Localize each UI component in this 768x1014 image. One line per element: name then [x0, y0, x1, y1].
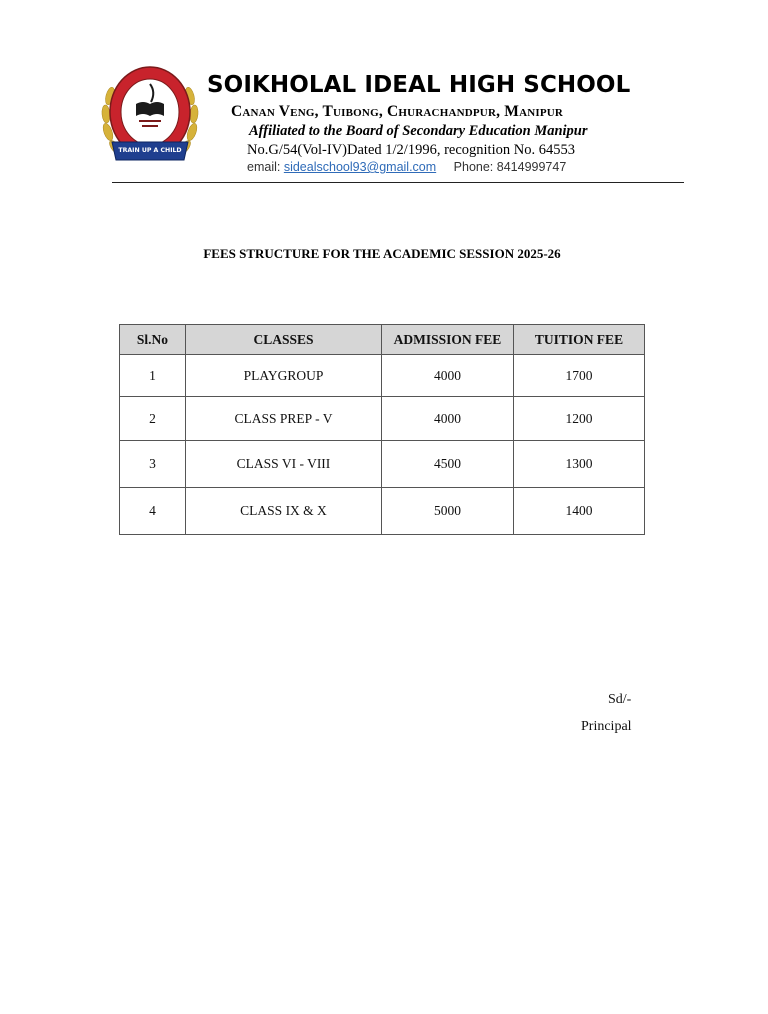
header-tuition-fee: TUITION FEE: [514, 325, 645, 355]
cell-tuition-fee: 1700: [514, 355, 645, 397]
header-divider: [112, 182, 684, 183]
cell-tuition-fee: 1300: [514, 441, 645, 488]
cell-tuition-fee: 1200: [514, 397, 645, 441]
signature-designation: Principal: [581, 719, 632, 734]
table-row: [120, 488, 645, 535]
table-header-row: [120, 325, 645, 355]
phone-label: Phone:: [453, 160, 494, 174]
registration-line: No.G/54(Vol-IV)Dated 1/2/1996, recognition No. 64553: [247, 142, 575, 158]
cell-sl-no: 1: [120, 355, 186, 397]
table-row: [120, 355, 645, 397]
affiliation-line: Affiliated to the Board of Secondary Education Manipur: [249, 123, 588, 139]
cell-admission-fee: 4000: [382, 397, 514, 441]
header-sl-no: Sl.No: [120, 325, 186, 355]
cell-sl-no: 2: [120, 397, 186, 441]
school-name: SOIKHOLAL IDEAL HIGH SCHOOL: [207, 72, 631, 98]
cell-class: CLASS PREP - V: [186, 397, 382, 441]
phone-number: 8414999747: [496, 160, 567, 174]
school-address: Canan Veng, Tuibong, Churachandpur, Manipur: [231, 103, 564, 120]
cell-admission-fee: 4500: [382, 441, 514, 488]
email-link[interactable]: sidealschool93@gmail.com: [283, 160, 437, 174]
header-admission-fee: ADMISSION FEE: [382, 325, 514, 355]
header-classes: CLASSES: [186, 325, 382, 355]
cell-class: CLASS VI - VIII: [186, 441, 382, 488]
email-label: email:: [247, 160, 281, 174]
cell-admission-fee: 4000: [382, 355, 514, 397]
cell-tuition-fee: 1400: [514, 488, 645, 535]
cell-sl-no: 3: [120, 441, 186, 488]
signature-sd: Sd/-: [608, 692, 632, 707]
table-row: [120, 397, 645, 441]
cell-class: PLAYGROUP: [186, 355, 382, 397]
school-crest-icon: [98, 62, 202, 172]
contact-line: [247, 160, 566, 174]
table-row: [120, 441, 645, 488]
logo-motto-text: TRAIN UP A CHILD: [118, 147, 182, 154]
fees-table: [119, 324, 645, 535]
cell-class: CLASS IX & X: [186, 488, 382, 535]
cell-admission-fee: 5000: [382, 488, 514, 535]
document-title: FEES STRUCTURE FOR THE ACADEMIC SESSION 2025-26: [203, 246, 561, 261]
cell-sl-no: 4: [120, 488, 186, 535]
